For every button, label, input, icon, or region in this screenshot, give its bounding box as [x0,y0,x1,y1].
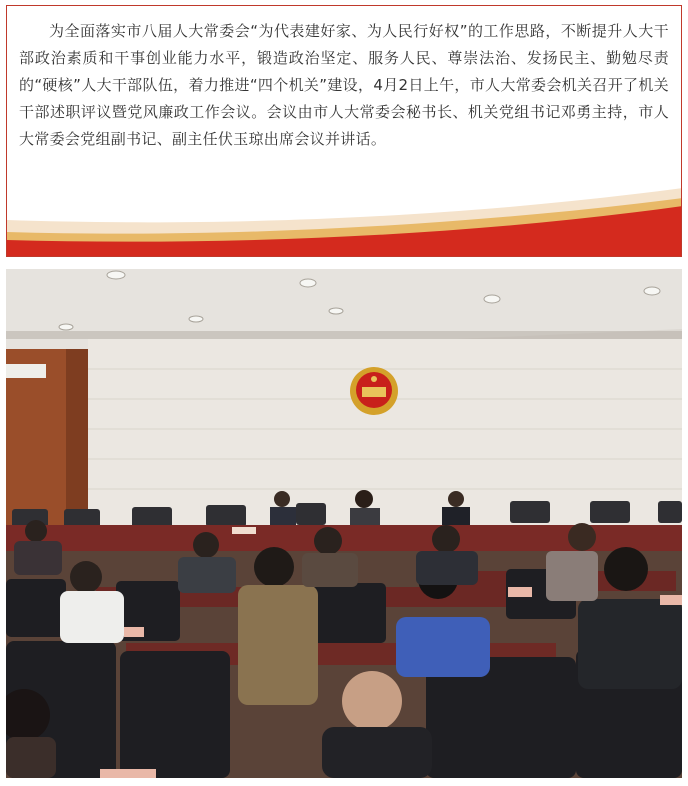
article-card [6,5,682,257]
meeting-photo [6,269,682,778]
decorative-wave-banner [7,176,682,256]
article-paragraph: 为全面落实市八届人大常委会“为代表建好家、为人民行好权”的工作思路，不断提升人大干部政治素质和干事创业能力水平，锻造政治坚定、服务人民、尊崇法治、发扬民主、勤勉尽责的“硬核”人大干部队伍，着力推进“四个机关”建设，4月2日上午，市人大常委会机关召开了机关干部述职评议暨党风廉政工作会议。会议由市人大常委会秘书长、机关党组书记邓勇主持，市人大常委会党组副书记、副主任伏玉琼出席会议并讲话。 [19,22,669,148]
meeting-room-illustration [6,269,682,778]
emblem-icon [350,367,398,415]
